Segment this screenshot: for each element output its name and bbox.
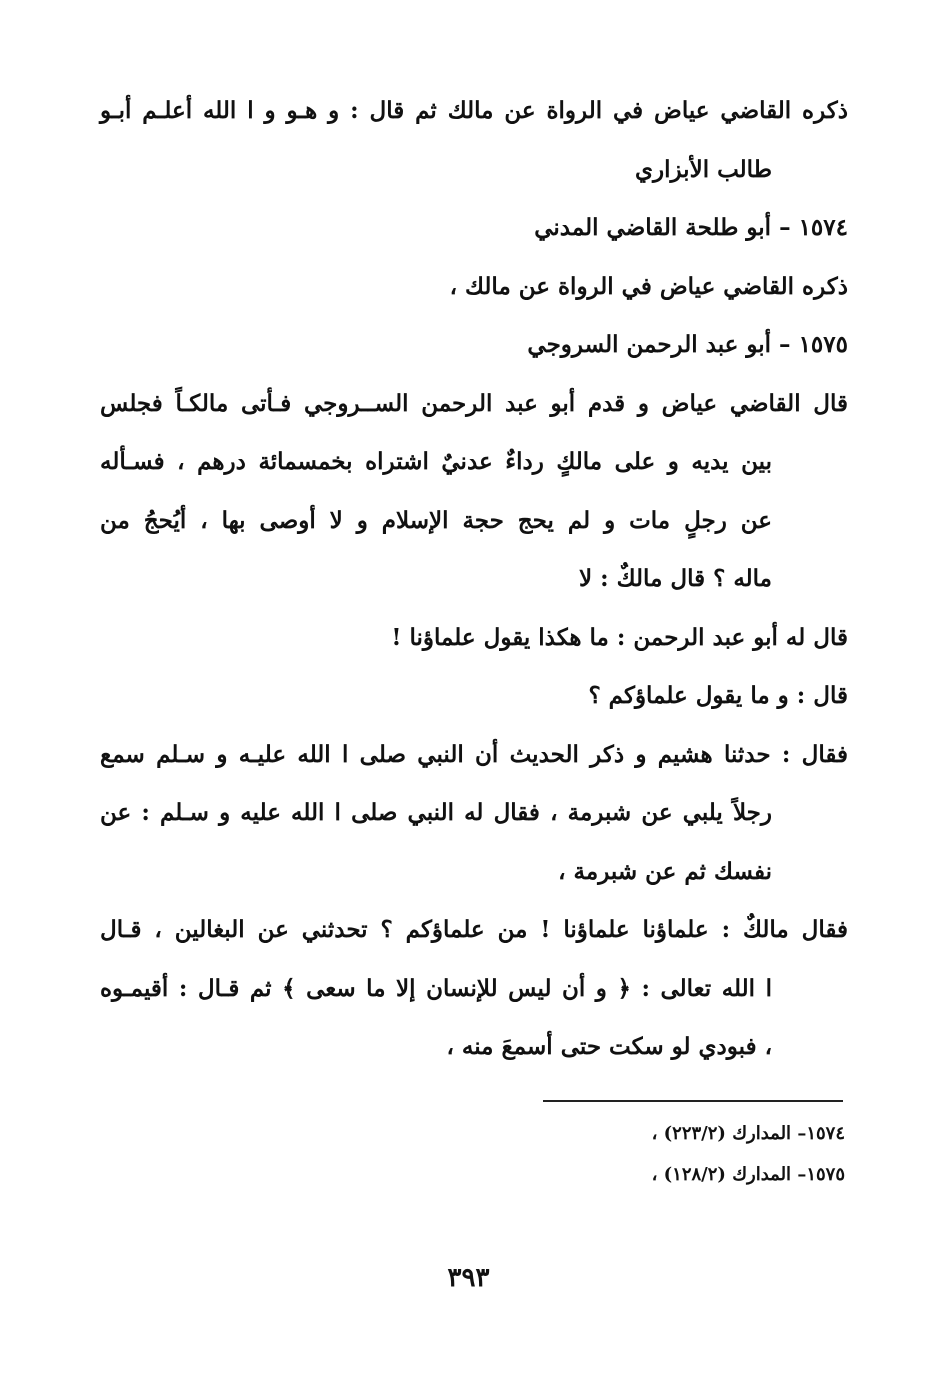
page-number: ٣٩٣: [447, 1263, 490, 1293]
text-line: فقال مالكٌ : علماؤنا علماؤنا ! من علماؤكم ؟ تحدثني عن البغالين ، قـال: [100, 916, 848, 943]
text-line: فقال : حدثنا هشيم و ذكر الحديث أن النبي صلى ا الله عليـه و سـلم سمع: [100, 740, 848, 768]
footnote-divider: [543, 1100, 843, 1102]
footnote: ١٥٧٥– المدارك (١٢٨/٢) ،: [651, 1164, 845, 1185]
text-line: ذكره القاضي عياض في الرواة عن مالك ثم قال : و هـو و ا الله أعلـم أبـو: [100, 97, 848, 124]
footnote: ١٥٧٤– المدارك (٢٢٣/٢) ،: [651, 1123, 845, 1144]
text-line: ا الله تعالى : ﴿ و أن ليس للإنسان إلا ما سعى ﴾ ثم قـال : أقيمـوه: [100, 974, 772, 1002]
text-line: ، فبودي لو سكت حتى أسمعَ منه ،: [446, 1033, 772, 1060]
entry-heading: ١٥٧٤ – أبو طلحة القاضي المدني: [534, 214, 848, 241]
text-line: نفسك ثم عن شبرمة ،: [558, 857, 772, 885]
text-line: قال القاضي عياض و قدم أبو عبد الرحمن الســروجي فـأتى مالكـاً فجلس: [100, 389, 848, 417]
text-line: رجلاً يلبي عن شبرمة ، فقال له النبي صلى ا الله عليه و سـلم : عن: [100, 799, 772, 826]
text-line: ذكره القاضي عياض في الرواة عن مالك ،: [449, 272, 848, 300]
text-line: عن رجلٍ مات و لم يحج حجة الإسلام و لا أوصى بها ، أيُحجُ من: [100, 506, 772, 534]
main-text: [100, 82, 848, 1077]
text-line: بين يديه و على مالكٍ رداءٌ عدنيٌ اشتراه بخمسمائة درهم ، فسـأله: [100, 448, 772, 475]
footnotes: [500, 1113, 845, 1195]
entry-heading: ١٥٧٥ – أبو عبد الرحمن السروجي: [527, 331, 848, 358]
text-line: ماله ؟ قال مالكٌ : لا: [579, 565, 772, 592]
text-line: قال له أبو عبد الرحمن : ما هكذا يقول علماؤنا !: [391, 623, 848, 651]
text-line: قال : و ما يقول علماؤكم ؟: [588, 682, 848, 709]
text-line: طالب الأبزاري: [634, 155, 772, 183]
